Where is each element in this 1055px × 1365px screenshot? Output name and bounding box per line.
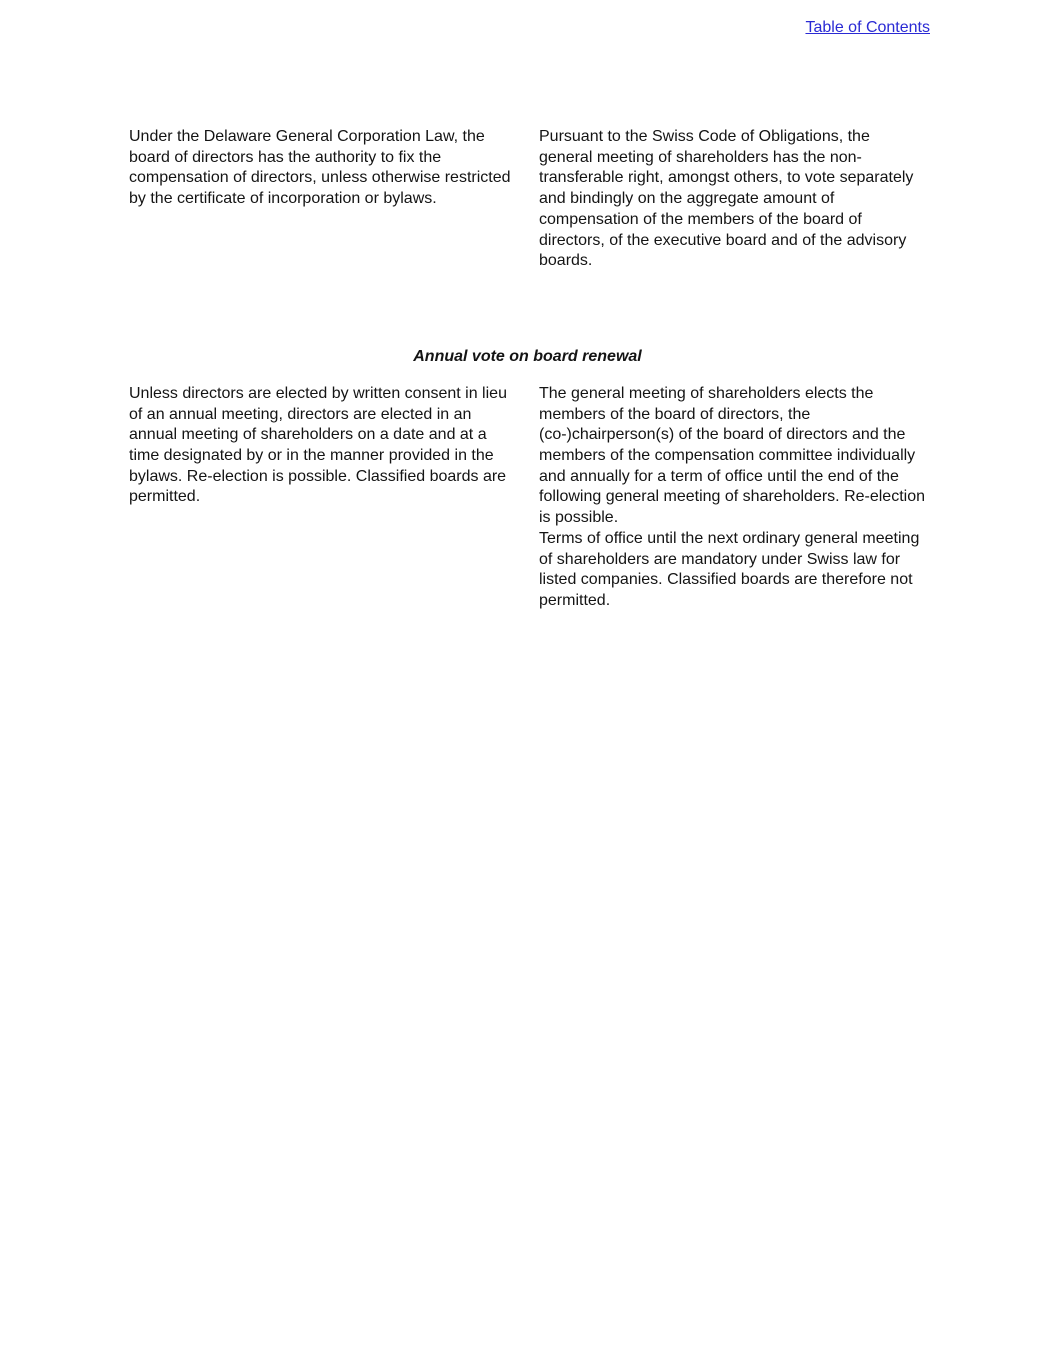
delaware-compensation-paragraph: Under the Delaware General Corporation Law, the board of directors has the authority to fix the compensation of directors, unless otherwise restricted by the certificate of incorporation or bylaws. <box>129 128 511 208</box>
swiss-board-renewal-paragraph-2: Terms of office until the next ordinary general meeting of shareholders are mandatory under Swiss law for listed companies. Classified boards are therefore not permitted. <box>539 529 920 609</box>
delaware-board-renewal-paragraph: Unless directors are elected by written consent in lieu of an annual meeting, directors are elected in an annual meeting of shareholders on a date and at a time designated by or in the manner provided in the bylaws. Re-election is possible. Classified boards are permitted. <box>129 384 507 506</box>
comparison-row-board-renewal <box>129 384 926 612</box>
section-heading-annual-vote: Annual vote on board renewal <box>413 347 642 365</box>
swiss-board-renewal-cell <box>539 384 926 612</box>
table-of-contents-link[interactable]: Table of Contents <box>805 19 930 36</box>
swiss-compensation-paragraph: Pursuant to the Swiss Code of Obligations, the general meeting of shareholders has the non-transferable right, amongst others, to vote separately and bindingly on the aggregate amount of compensation of the members of the board of directors, of the executive board and of the advisory boards. <box>539 128 914 270</box>
law-comparison-table <box>129 127 926 612</box>
swiss-board-renewal-paragraph-1: The general meeting of shareholders elects the members of the board of directors, the (co-)chairperson(s) of the board of directors and the members of the compensation committee individually and annually for a term of office until the end of the following general meeting of shareholders. Re-election is possible. <box>539 384 925 527</box>
comparison-row-compensation <box>129 127 926 272</box>
toc-link-row <box>0 0 1055 38</box>
